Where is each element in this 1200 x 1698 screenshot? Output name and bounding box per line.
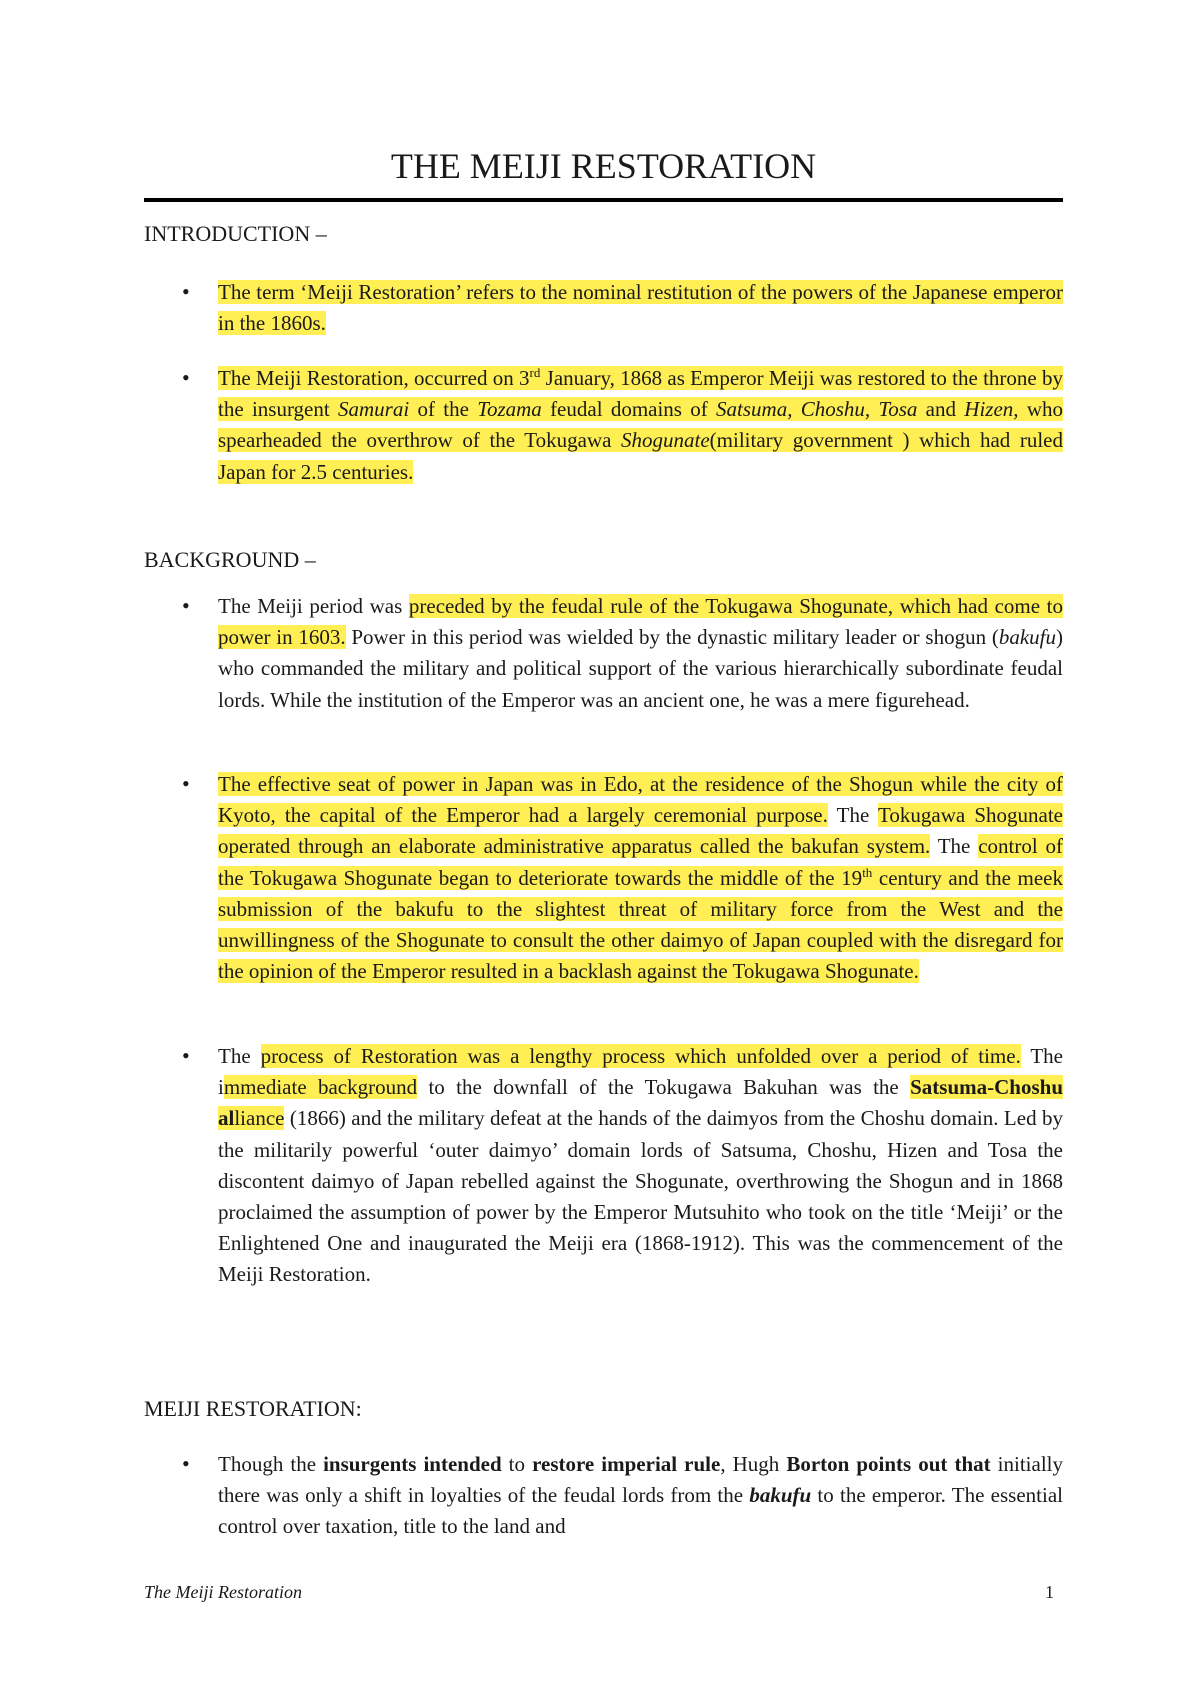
- title-underline: [144, 198, 1063, 202]
- highlighted-text: Tokugawa Shogunate operated through an elaborate administrative apparatus called the bakufan system.: [218, 803, 1064, 859]
- background-paragraph-3: [218, 1041, 1063, 1291]
- bold-term: insurgents intended: [323, 1452, 502, 1476]
- text-run: century and the meek submission of the bakufu to the slightest threat of military force from the West and the unwillingness of the Shogunate to consult the other daimyo of Japan coupled with the disregard for the opinion of the Emperor resulted in a backlash against the Tokugawa Shogunate.: [218, 865, 1063, 984]
- bullet-marker: •: [182, 771, 190, 796]
- text-run: (military government ) which had ruled Japan for 2.5 centuries.: [218, 428, 1063, 484]
- italic-term: Shogunate: [621, 428, 710, 453]
- bold-italic-term: bakufu: [749, 1483, 812, 1508]
- bold-term: Borton points out that: [786, 1452, 991, 1476]
- bold-highlighted-term: Satsuma-Choshu al: [218, 1075, 1063, 1131]
- text-run: Power in this period was wielded by the dynastic military leader or shogun (: [345, 625, 999, 650]
- text-run: The: [218, 1044, 261, 1068]
- highlighted-text: preceded by the feudal rule of the Tokugawa Shogunate, which had come to power in 1603.: [218, 594, 1063, 650]
- text-run: Though the: [218, 1452, 324, 1476]
- text-run: to the downfall of the Tokugawa Bakuhan was the: [417, 1075, 911, 1100]
- italic-term: Hizen,: [964, 397, 1019, 422]
- highlighted-text: The term ‘Meiji Restoration’ refers to the nominal restitution of the powers of the Japanese emperor in the 1860s.: [218, 280, 1063, 336]
- text-run: (1866) and the military defeat at the hands of the daimyos from the Choshu domain. Led by the militarily powerful ‘outer daimyo’ domain lords of Satsuma, Choshu, Hizen and Tosa the discontent daimyo of Japan rebelled against the Shogunate, overthrowing the Shogun and in 1868 proclaimed the assumption of power by the Emperor Mutsuhito who took on the title ‘Meiji’ or the Enlightened One and inaugurated the Meiji era (1868-1912). This was the commencement of the Meiji Restoration.: [218, 1106, 1063, 1287]
- footer-page-number: 1: [1045, 1582, 1054, 1602]
- text-run: to: [501, 1452, 533, 1476]
- italic-term: Samurai: [338, 397, 410, 422]
- ordinal-suffix: th: [862, 864, 873, 880]
- bullet-marker: •: [182, 279, 190, 304]
- bullet-marker: •: [182, 1451, 190, 1476]
- section-heading-background: BACKGROUND –: [144, 547, 316, 572]
- text-run: The: [827, 803, 879, 828]
- text-run: control of the Tokugawa Shogunate began to deteriorate towards the middle of the 19: [218, 834, 1063, 890]
- bullet-marker: •: [182, 1043, 190, 1068]
- text-run: The Meiji period was: [218, 594, 409, 618]
- italic-term: bakufu: [998, 625, 1056, 650]
- text-run: The: [930, 834, 979, 859]
- ordinal-suffix: rd: [529, 365, 541, 380]
- italic-term: Satsuma, Choshu, Tosa: [716, 397, 918, 422]
- text-run: of the: [409, 397, 478, 422]
- text-run: feudal domains of: [541, 397, 717, 422]
- intro-paragraph-2: [218, 363, 1063, 488]
- bullet-marker: •: [182, 365, 190, 390]
- highlighted-text: mmediate background: [223, 1075, 418, 1100]
- bold-term: restore imperial rule: [532, 1452, 721, 1476]
- text-run: The i: [218, 1044, 1063, 1100]
- text-run: to the emperor. The essential control over taxation, title to the land and: [218, 1483, 1063, 1539]
- section-heading-meiji-restoration: MEIJI RESTORATION:: [144, 1396, 362, 1421]
- bullet-marker: •: [182, 593, 190, 618]
- highlighted-text: liance: [234, 1106, 285, 1131]
- section-heading-introduction: INTRODUCTION –: [144, 221, 327, 246]
- highlighted-text: process of Restoration was a lengthy process which unfolded over a period of time.: [260, 1044, 1021, 1068]
- italic-term: Tozama: [477, 397, 542, 422]
- text-run: , Hugh: [720, 1452, 787, 1476]
- document-title: THE MEIJI RESTORATION: [390, 146, 817, 186]
- background-paragraph-2: [218, 769, 1063, 987]
- highlighted-text: [218, 366, 1063, 484]
- intro-paragraph-1: [218, 277, 1063, 339]
- text-run: and: [917, 397, 965, 422]
- footer-document-title: The Meiji Restoration: [144, 1582, 302, 1602]
- background-paragraph-1: [218, 591, 1063, 716]
- text-run: initially there was only a shift in loyalties of the feudal lords from the: [218, 1452, 1063, 1508]
- text-run: The Meiji Restoration, occurred on 3: [218, 366, 530, 390]
- text-run: January, 1868 as Emperor Meiji was restored to the throne by the insurgent: [218, 366, 1063, 422]
- highlighted-text: The effective seat of power in Japan was in Edo, at the residence of the Shogun while the city of Kyoto, the capital of the Emperor had a largely ceremonial purpose.: [218, 772, 1063, 828]
- text-run: who spearheaded the overthrow of the Tokugawa: [218, 397, 1063, 453]
- text-run: ) who commanded the military and political support of the various hierarchically subordinate feudal lords. While the institution of the Emperor was an ancient one, he was a mere figurehead.: [218, 625, 1063, 712]
- meiji-paragraph-1: [218, 1449, 1063, 1543]
